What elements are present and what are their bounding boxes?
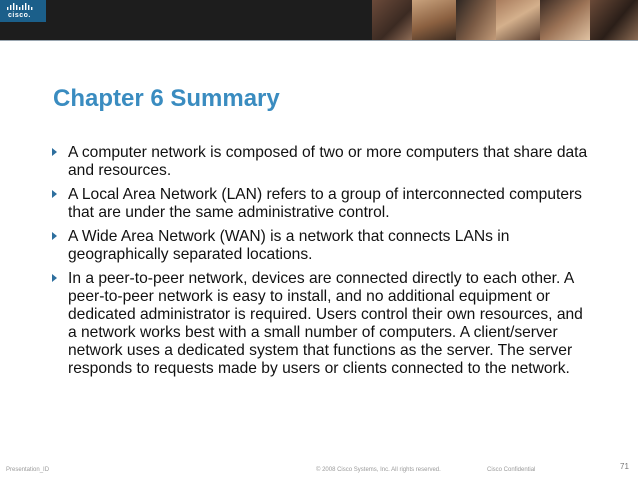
cisco-bars-icon — [6, 3, 40, 11]
bullet-text: A Local Area Network (LAN) refers to a group of interconnected computers that are under the same administrative control. — [68, 186, 582, 221]
banner-photo-6 — [590, 0, 638, 40]
header-banner — [0, 0, 638, 40]
footer-copyright: © 2008 Cisco Systems, Inc. All rights reserved. — [316, 467, 441, 473]
slide-title: Chapter 6 Summary — [53, 85, 280, 112]
banner-photo-3 — [456, 0, 496, 40]
footer-presentation-id: Presentation_ID — [6, 467, 50, 473]
header-divider — [0, 40, 638, 41]
banner-photo-5 — [540, 0, 590, 40]
bullet-text: A Wide Area Network (WAN) is a network that connects LANs in geographically separated locations. — [68, 228, 510, 263]
bullet-item — [52, 270, 592, 378]
bullet-text: A computer network is composed of two or more computers that share data and resources. — [68, 144, 588, 179]
cisco-logo — [0, 0, 46, 22]
bullet-arrow-icon — [52, 190, 57, 198]
bullet-arrow-icon — [52, 274, 57, 282]
banner-photo-4 — [496, 0, 540, 40]
footer-confidential: Cisco Confidential — [487, 467, 536, 473]
banner-photo-2 — [412, 0, 456, 40]
bullet-list — [52, 144, 592, 384]
banner-photo-1 — [372, 0, 412, 40]
bullet-arrow-icon — [52, 232, 57, 240]
bullet-arrow-icon — [52, 148, 57, 156]
bullet-item — [52, 144, 592, 180]
bullet-text: In a peer-to-peer network, devices are connected directly to each other. A peer-to-peer network is easy to install, and no additional equipment or dedicated administrator is required. Users control their own resources, and a network works best with a small number of computers. A client/server network uses a dedicated system that functions as the server. The server responds to requests made by users or clients connected to the network. — [68, 270, 583, 377]
page-number: 71 — [620, 462, 629, 471]
cisco-logo-text: cisco. — [8, 12, 31, 19]
bullet-item — [52, 186, 592, 222]
bullet-item — [52, 228, 592, 264]
